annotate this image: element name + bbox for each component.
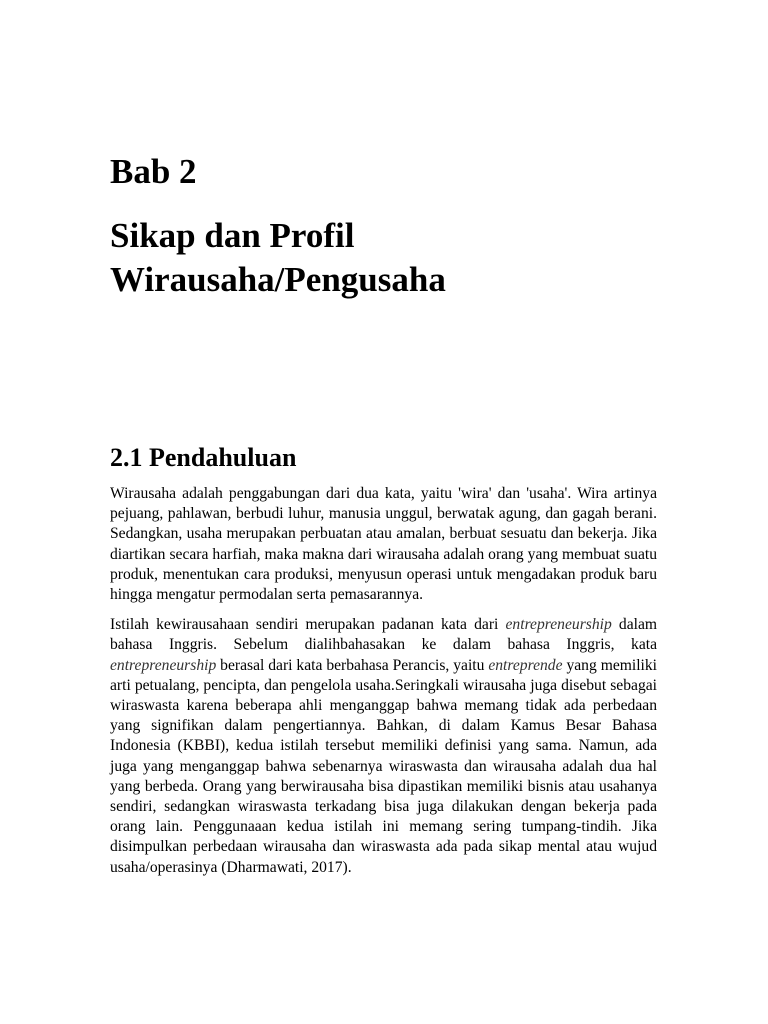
chapter-label: Bab 2 xyxy=(110,152,197,191)
paragraph-2-text: berasal dari kata berbahasa Perancis, yaitu xyxy=(216,656,489,674)
paragraph-1: Wirausaha adalah penggabungan dari dua kata, yaitu 'wira' dan 'usaha'. Wira artinya pejuang, pahlawan, berbudi luhur, manusia unggul, berwatak agung, dan gagah berani. Sedangkan, usaha merupakan perbuatan atau amalan, berbuat sesuatu dan bekerja. Jika diartikan secara harfiah, maka makna dari wirausaha adalah orang yang membuat suatu produk, menentukan cara produksi, menyusun operasi untuk mengadakan produk baru hingga mengatur permodalan serta pemasarannya. xyxy=(110,485,657,604)
paragraph-2 xyxy=(110,615,657,878)
chapter-title-line-2: Wirausaha/Pengusaha xyxy=(110,260,446,299)
paragraph-2-text: dalam bahasa Inggris. Sebelum dialihbahasakan ke dalam bahasa Inggris, kata xyxy=(110,616,658,654)
section-heading: 2.1 Pendahuluan xyxy=(110,443,297,472)
term-entrepreneurship: entrepreneurship xyxy=(110,656,217,674)
paragraph-2-text: Istilah kewirausahaan sendiri merupakan padanan kata dari xyxy=(110,616,506,634)
term-entreprende: entreprende xyxy=(488,656,563,674)
body-text xyxy=(110,484,657,888)
chapter-title xyxy=(110,214,670,302)
chapter-title-line-1: Sikap dan Profil xyxy=(110,216,355,255)
paragraph-2-text: yang memiliki arti petualang, pencipta, dan pengelola usaha.Seringkali wirausaha juga disebut sebagai wiraswasta karena beberapa ahli menganggap bahwa memang tidak ada perbedaan yang signifikan dalam pengertiannya. Bahkan, di dalam Kamus Besar Bahasa Indonesia (KBBI), kedua istilah tersebut memiliki definisi yang sama. Namun, ada juga yang menganggap bahwa sebenarnya wiraswasta dan wirausaha adalah dua hal yang berbeda. Orang yang berwirausaha bisa dipastikan memiliki bisnis atau usahanya sendiri, sedangkan wiraswasta terkadang bisa juga dilakukan dengan bekerja pada orang lain. Penggunaaan kedua istilah ini memang sering tumpang-tindih. Jika disimpulkan perbedaan wirausaha dan wiraswasta ada pada sikap mental atau wujud usaha/operasinya (Dharmawati, 2017). xyxy=(110,656,657,876)
term-entrepreneurship: entrepreneurship xyxy=(505,616,612,634)
